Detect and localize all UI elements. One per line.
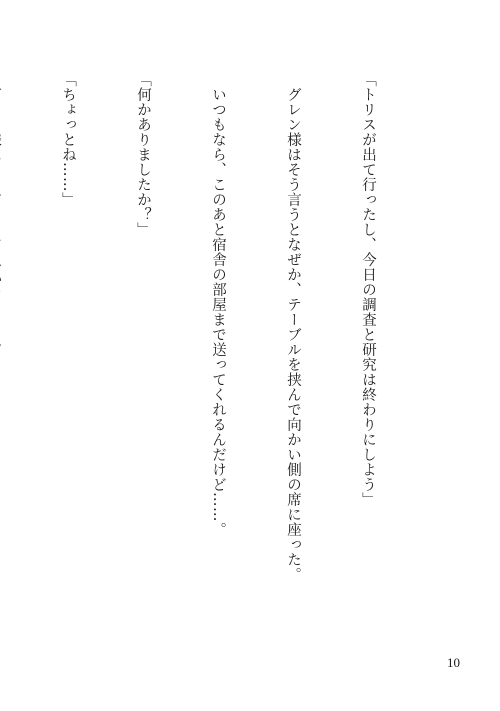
text-line: グレン様はそう言うとなぜか、テーブルを挟んで向かい側の席に座った。 xyxy=(285,72,301,582)
text-line: 「何かありましたか？」 xyxy=(135,72,151,237)
page-number: 10 xyxy=(447,655,460,670)
text-line: いつもなら、このあと宿舎の部屋まで送ってくれるんだけど……。 xyxy=(210,72,226,537)
text-line: 「トリスが出て行ったし、今日の調査と研究は終わりにしよう」 xyxy=(360,72,376,507)
vertical-text-body xyxy=(60,72,430,632)
text-line xyxy=(0,72,5,632)
text-line: 「ちょっとね……」 xyxy=(60,72,76,207)
